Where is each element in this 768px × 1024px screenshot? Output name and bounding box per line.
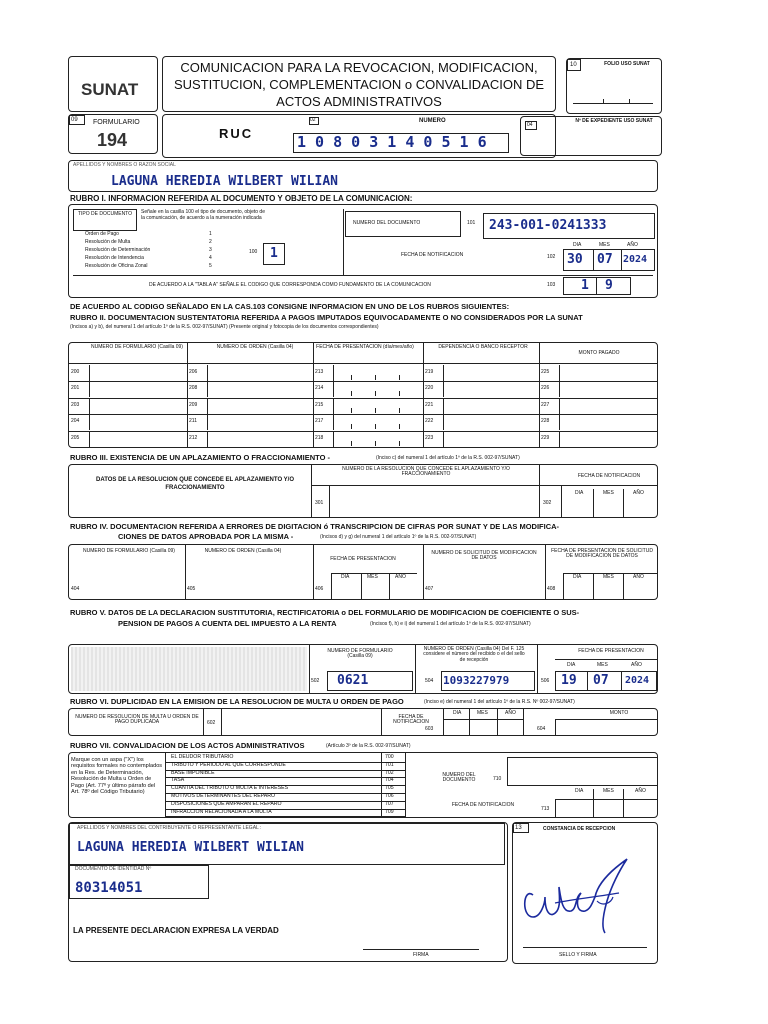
cell-code: 223 xyxy=(425,434,434,441)
item-label: INFRACCION RELACIONADA A LA MULTA xyxy=(171,808,272,815)
cell-code: 225 xyxy=(541,369,550,375)
item-code: 701 xyxy=(385,761,394,768)
rubro4-title2: CIONES DE DATOS APROBADA POR LA MISMA - xyxy=(118,532,294,541)
rubro2-intro: DE ACUERDO AL CODIGO SEÑALADO EN LA CAS.103 CONSIGNE INFORMACION EN UNO DE LOS RUBROS SIGUIENTES: xyxy=(70,302,510,311)
constancia: CONSTANCIA DE RECEPCION xyxy=(543,826,616,832)
box103-num: 103 xyxy=(547,282,556,288)
val100: 1 xyxy=(270,246,278,261)
rubro2-title: RUBRO II. DOCUMENTACION SUSTENTATORIA REFERIDA A PAGOS IMPUTADOS EQUIVOCADAMENTE O NO CONSIDERADOS POR LA SUNAT xyxy=(70,313,583,322)
cell-code: 208 xyxy=(189,385,198,392)
doc-value: 80314051 xyxy=(75,880,143,896)
rubro5-title: RUBRO V. DATOS DE LA DECLARACION SUSTITUTORIA, RECTIFICATORIA o DEL FORMULARIO DE MODIFICACION DE COEFICIENTE O SUS- xyxy=(70,608,580,617)
footer-left xyxy=(68,822,508,962)
sello-label: SELLO Y FIRMA xyxy=(559,952,597,958)
apellidos-value: LAGUNA HEREDIA WILBERT WILIAN xyxy=(111,174,338,189)
rubro2-subtitle: (Incisos a) y b), del numeral 1 del artículo 1º de la R.S. 002-97/SUNAT) (Presente original y fotocopia de los documentos correspondientes) xyxy=(70,324,379,330)
rubro5-subtitle: (Incisos f), h) e i) del numeral 1 del artículo 1º de la R.S. 002-97/SUNAT) xyxy=(370,621,531,627)
tipo-desc: Señale en la casilla 100 el tipo de documento, objeto de la comunicación, de acuerdo a la numeración indicada xyxy=(141,209,265,221)
item-label: BASE IMPONIBLE xyxy=(171,769,215,776)
box102-num: 102 xyxy=(547,254,556,260)
cell-code: 215 xyxy=(315,401,324,408)
item-code: 702 xyxy=(385,769,394,776)
rubro7-box: Marque con un aspa ("X") los requisitos formales no contemplados en la Res. de Determinación, Resolución de Multa u Orden de Pago (Art. 77º y último párrafo del Art. 78º del Código Tributario) EL DEUDOR TRIBUTARIO 700 TRIBUTO Y PERIODO AL QUE CORRESPONDE 701 BASE IMPONIBLE 702 TASA 704 CUANTIA DEL TRIBUTO O MULTA E INTERESES 705 MOTIVOS DETERMINANTES DEL REPARO 706 DISPOSICIONES QUE AMPARAN EL REPARO 707 INFRACCION RELACIONADA A LA MULTA 709 NUMERO DEL DOCUMENTO 710 FECHA DE NOTIFICACION 713 DIA MES AÑO xyxy=(68,752,658,818)
cell-code: 218 xyxy=(315,434,324,441)
cell-code: 214 xyxy=(315,385,324,392)
num-doc-label: NUMERO DEL DOCUMENTO xyxy=(353,220,421,226)
item-label: TRIBUTO Y PERIODO AL QUE CORRESPONDE xyxy=(171,761,286,768)
formulario-num: 09 xyxy=(71,117,78,123)
item-code: 706 xyxy=(385,793,394,799)
item-label: MOTIVOS DETERMINANTES DEL REPARO xyxy=(171,793,276,799)
cell-code: 206 xyxy=(189,369,198,375)
tabla-a-input[interactable] xyxy=(563,277,631,295)
cell-code: 209 xyxy=(189,401,198,408)
rubro7-title: RUBRO VII. CONVALIDACION DE LOS ACTOS ADMINISTRATIVOS xyxy=(70,741,305,750)
firma-label: FIRMA xyxy=(413,952,429,958)
formulario-label: FORMULARIO xyxy=(93,119,140,126)
cell-code: 219 xyxy=(425,369,434,375)
item-label: CUANTIA DEL TRIBUTO O MULTA E INTERESES xyxy=(171,785,289,792)
formulario-box xyxy=(68,114,158,154)
item-code: 704 xyxy=(385,777,394,784)
rubro2-table: NUMERO DE FORMULARIO (Casilla 09) NUMERO DE ORDEN (Casilla 04) FECHA DE PRESENTACION (día/mes/año) DEPENDENCIA O BANCO RECEPTOR MONTO PAGADO 200 206 213 219 225 201 208 214 220 226 203 209 215 221 227 204 211 217 222 228 205 212 218 223 229 xyxy=(68,342,658,448)
rubro4-title: RUBRO IV. DOCUMENTACION REFERIDA A ERRORES DE DIGITACION ó TRANSCRIPCION DE CIFRAS POR SUNAT Y DE LAS MODIFICA- xyxy=(70,522,560,531)
rubro4-subtitle: (Incisos d) y g) del numeral 1 del artículo 1º de la R.S. 002-97/SUNAT) xyxy=(320,534,477,540)
item-checkbox[interactable] xyxy=(405,809,415,816)
rubro6-subtitle: (Inciso e) del numeral 1 del artículo 1º de la R.S. Nº 002-97/SUNAT) xyxy=(424,699,575,705)
item-label: DISPOSICIONES QUE AMPARAN EL REPARO xyxy=(171,800,282,807)
folio-box xyxy=(566,58,662,114)
box101-num: 101 xyxy=(467,220,476,226)
folio-label: FOLIO USO SUNAT xyxy=(604,61,650,67)
rubro3-subtitle: (Inciso c) del numeral 1 del artículo 1º de la R.S. 002-97/SUNAT) xyxy=(376,455,520,461)
val101: 243-001-0241333 xyxy=(489,218,607,233)
item-label: TASA xyxy=(171,777,185,784)
rubro1-title: RUBRO I. INFORMACION REFERIDA AL DOCUMENTO Y OBJETO DE LA COMUNICACION: xyxy=(70,194,413,203)
item-code: 707 xyxy=(385,800,394,807)
box100-num: 100 xyxy=(249,249,258,255)
item-checkbox[interactable] xyxy=(405,793,415,800)
apellidos-box xyxy=(68,160,658,192)
signature-icon xyxy=(515,857,635,937)
rubro6-box: NUMERO DE RESOLUCION DE MULTA U ORDEN DE PAGO DUPLICADA 602 FECHA DE NOTIFICACION 603 DIA MES AÑO MONTO 604 xyxy=(68,708,658,736)
cell-code: 220 xyxy=(425,385,434,392)
rubro7-instructions: Marque con un aspa ("X") los requisitos formales no contemplados en la Res. de Determinación, Resolución de Multa u Orden de Pago (Art. 77º y último párrafo del Art. 78º del Código Tributario) xyxy=(71,757,163,796)
cell-code: 226 xyxy=(541,385,550,392)
exp-box-num: 04 xyxy=(527,122,533,128)
cell-code: 227 xyxy=(541,401,550,408)
ruc-box xyxy=(162,114,556,158)
form-title-line-1: COMUNICACION PARA LA REVOCACION, MODIFICACION, xyxy=(180,60,538,75)
ruc-value: 1 0 8 0 3 1 4 0 5 1 6 xyxy=(297,133,487,151)
rubro5-box: NUMERO DE FORMULARIO (Casilla 09) NUMERO DE ORDEN (Casilla 04) Del F. 125 considere el número del recibido o el del sello de recepción FECHA DE PRESENTACION DIA MES AÑO 502 0621 504 1093227979 506 19 07 2024 xyxy=(68,644,658,694)
cell-code: 205 xyxy=(71,434,80,441)
expediente-box xyxy=(520,116,662,156)
item-code: 709 xyxy=(385,808,394,815)
item-checkbox[interactable] xyxy=(405,762,415,769)
ruc-box-num: 02 xyxy=(310,117,316,123)
rubro1-box: TIPO DE DOCUMENTO Señale en la casilla 100 el tipo de documento, objeto de la comunicación, de acuerdo a la numeración indicada Orden de Pago 1 Resolución de Multa 2 Resolución de Determinación 3 Resolución de Intendencia 4 Resolución de Oficina Zonal 5 100 1 NUMERO DEL DOCUMENTO 101 243-001-0241333 FECHA DE NOTIFICACION DIA MES AÑO 102 30 07 2024 DE ACUERDO A LA "TABLA A" SEÑALE EL CODIGO QUE CORRESPONDA COMO FUNDAMENTO DE LA COMUNICACION 103 1 9 xyxy=(68,204,658,298)
cell-code: 217 xyxy=(315,418,324,425)
title-box xyxy=(162,56,556,112)
cell-code: 201 xyxy=(71,385,80,392)
cell-code: 228 xyxy=(541,418,550,425)
rubro7-subtitle: (Artículo 3º de la R.S. 002-97/SUNAT) xyxy=(326,743,411,749)
tabla-a-label: DE ACUERDO A LA "TABLA A" SEÑALE EL CODIGO QUE CORRESPONDA COMO FUNDAMENTO DE LA COMUNICACION xyxy=(149,282,431,288)
doc-label: DOCUMENTO DE IDENTIDAD Nº xyxy=(75,866,152,872)
item-code: 700 xyxy=(385,754,394,760)
rubro6-title: RUBRO VI. DUPLICIDAD EN LA EMISION DE LA RESOLUCION DE MULTA U ORDEN DE PAGO xyxy=(70,697,404,706)
item-checkbox[interactable] xyxy=(405,785,415,792)
item-checkbox[interactable] xyxy=(405,777,415,784)
rubro3-datos: DATOS DE LA RESOLUCION QUE CONCEDE EL APLAZAMIENTO Y/O FRACCIONAMIENTO xyxy=(95,477,295,491)
item-label: EL DEUDOR TRIBUTARIO xyxy=(171,754,234,760)
cell-code: 203 xyxy=(71,401,80,408)
cell-code: 229 xyxy=(541,434,550,441)
cell-code: 221 xyxy=(425,401,434,408)
cell-code: 213 xyxy=(315,369,324,375)
tipo-label: TIPO DE DOCUMENTO xyxy=(77,211,133,217)
val502: 0621 xyxy=(337,673,369,688)
folio-num: 10 xyxy=(570,62,577,68)
item-checkbox[interactable] xyxy=(405,801,415,808)
rep-label: APELLIDOS Y NOMBRES DEL CONTRIBUYENTE O REPRESENTANTE LEGAL : xyxy=(77,825,262,831)
cell-code: 222 xyxy=(425,418,434,425)
apellidos-label: APELLIDOS Y NOMBRES O RAZON SOCIAL xyxy=(73,162,176,168)
form-title-line-2: SUSTITUCION, COMPLEMENTACION o CONVALIDACION DE xyxy=(173,77,545,92)
ruc-label: RUC xyxy=(219,126,254,141)
numero-label: NUMERO xyxy=(419,118,446,124)
cell-code: 212 xyxy=(189,434,198,441)
rubro3-title: RUBRO III. EXISTENCIA DE UN APLAZAMIENTO O FRACCIONAMIENTO - xyxy=(70,453,331,462)
sunat-logo-box xyxy=(68,56,158,112)
item-checkbox[interactable] xyxy=(405,770,415,777)
cell-code: 211 xyxy=(189,418,197,425)
rubro4-box: NUMERO DE FORMULARIO (Casilla 09) NUMERO DE ORDEN (Casilla 04) FECHA DE PRESENTACION NUMERO DE SOLICITUD DE MODIFICACION DE DATOS FECHA DE PRESENTACION DE SOLICITUD DE MODIFICACION DE DATOS DIA MES AÑO DIA MES AÑO 404 405 406 407 408 xyxy=(68,544,658,600)
declaracion: LA PRESENTE DECLARACION EXPRESA LA VERDAD xyxy=(73,926,279,935)
rubro5-title2: PENSION DE PAGOS A CUENTA DEL IMPUESTO A LA RENTA xyxy=(118,619,337,628)
val504: 1093227979 xyxy=(443,674,510,687)
rep-value: LAGUNA HEREDIA WILBERT WILIAN xyxy=(77,840,304,855)
item-checkbox[interactable] xyxy=(405,754,415,761)
footer-right: 13 CONSTANCIA DE RECEPCION SELLO Y FIRMA xyxy=(512,822,658,964)
cell-code: 204 xyxy=(71,418,80,425)
exp-label: Nº DE EXPEDIENTE USO SUNAT xyxy=(575,118,653,124)
formulario-value: 194 xyxy=(97,130,128,150)
shaded-area xyxy=(71,647,307,691)
item-code: 705 xyxy=(385,785,394,792)
sunat-logo: SUNAT xyxy=(81,80,139,99)
rubro3-box: DATOS DE LA RESOLUCION QUE CONCEDE EL APLAZAMIENTO Y/O FRACCIONAMIENTO NUMERO DE LA RESOLUCION QUE CONCEDE EL APLAZAMIENTO Y/O FRACCIONAMIENTO FECHA DE NOTIFICACION 301 302 DIA MES AÑO xyxy=(68,464,658,518)
fecha-notif-label: FECHA DE NOTIFICACION xyxy=(401,252,464,258)
cell-code: 200 xyxy=(71,369,80,375)
form-title-line-3: ACTOS ADMINISTRATIVOS xyxy=(276,94,442,109)
